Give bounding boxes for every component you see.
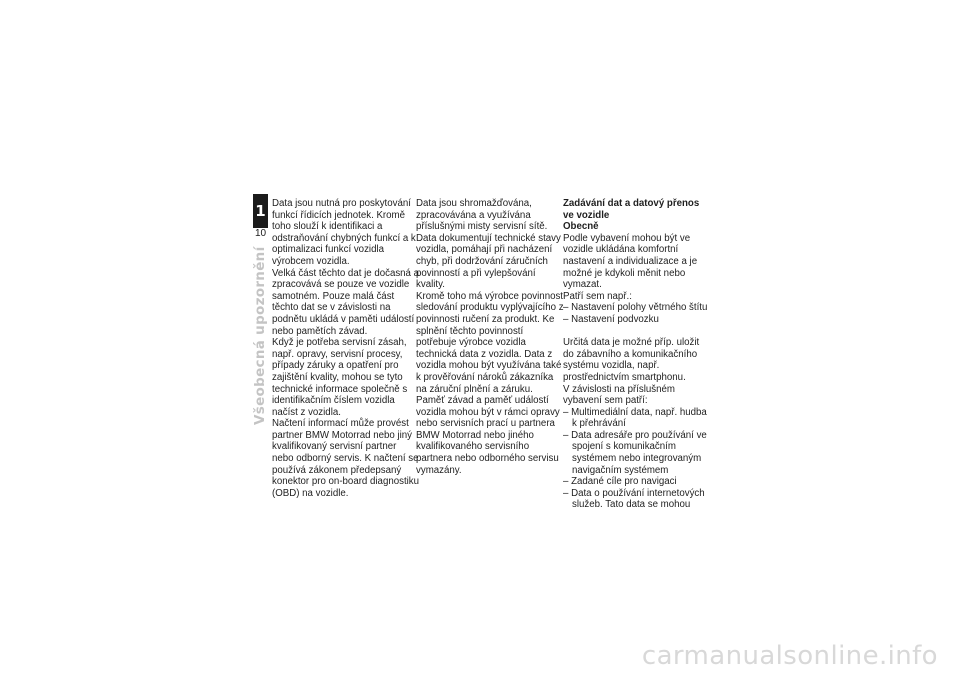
section-subheading: Obecně <box>563 221 599 233</box>
dash-bullet: – <box>563 476 569 488</box>
list-item: – Data adresáře pro používání ve spojení s komunikačním systémem nebo integrovaným navigačním systémem <box>563 429 707 476</box>
dash-bullet: – <box>563 429 569 441</box>
page-number: 10 <box>254 228 267 239</box>
chapter-number-badge <box>253 194 268 228</box>
paragraph: Velká část těchto dat je dočasná a zpracovává se pouze ve vozidle samotném. Pouze malá část těchto dat se v závislosti na podnětu ukládá v paměti událostí nebo pamětích závad. <box>272 267 420 337</box>
list-item: – Nastavení polohy větrného štítu <box>563 302 708 314</box>
paragraph: Podle vybavení mohou být ve vozidle ukládána komfortní nastavení a individualizace a je možné je kdykoli měnit nebo vymazat. <box>563 232 698 291</box>
text-column-2 <box>416 198 564 476</box>
dash-bullet: – <box>563 313 569 325</box>
paragraph: Data jsou shromažďována, zpracovávána a využívána příslušnými misty servisní sítě. Data dokumentují technické stavy vozidla, pomáhají při nacházení chyb, při dodržování záručních povinností a při vylepšování kvality. <box>416 198 561 291</box>
dash-bullet: – <box>563 487 569 499</box>
paragraph: Když je potřeba servisní zásah, např. opravy, servisní procesy, případy záruky a opatření pro zajištění kvality, mohou se tyto technické informace společně s identifikačním číslem vozidla načíst z vozidla. <box>272 337 408 418</box>
paragraph: V závislosti na příslušném vybavení sem patří: <box>563 383 675 407</box>
watermark-text: carmanualsonline.info <box>641 641 938 671</box>
dash-bullet: – <box>563 302 569 314</box>
list-item: – Multimediální data, např. hudba k přehrávání <box>563 406 707 430</box>
list-item: – Zadané cíle pro navigaci <box>563 476 677 488</box>
paragraph: Určitá data je možné příp. uložit do zábavního a komunikačního systému vozidla, např. prostřednictvím smartphonu. <box>563 337 700 383</box>
paragraph: Data jsou nutná pro poskytování funkcí řídicích jednotek. Kromě toho slouží k identifikaci a odstraňování chybných funkcí a k optimalizaci funkcí vozidla výrobcem vozidla. <box>272 198 416 267</box>
paragraph: Kromě toho má výrobce povinnost sledování produktu vyplývajícího z povinnosti ručení za produkt. Ke splnění těchto povinností potřebuje výrobce vozidla technická data z vozidla. Data z vozidla mohou být využívána také k prověřování nároků zákazníka na záruční plnění a záruku. <box>416 290 564 395</box>
section-heading: Zadávání dat a datový přenos ve vozidle <box>563 198 700 221</box>
paragraph-spacer <box>563 326 711 338</box>
list-item: – Nastavení podvozku <box>563 313 659 325</box>
paragraph: Patří sem např.: <box>563 290 632 302</box>
paragraph: Paměť závad a paměť událostí vozidla mohou být v rámci opravy nebo servisních prací u partnera BMW Motorrad nebo jiného kvalifikovaného servisního partnera nebo odborného servisu vymazány. <box>416 395 560 476</box>
text-column-3 <box>563 198 711 511</box>
paragraph: Načtení informací může provést partner BMW Motorrad nebo jiný kvalifikovaný servisní partner nebo odborný servis. K načtení se používá zákonem předepsaný konektor pro on-board diagnostiku (OBD) na vozidle. <box>272 418 420 499</box>
dash-bullet: – <box>563 406 569 418</box>
list-item: – Data o používání internetových služeb. Tato data se mohou <box>563 487 705 511</box>
text-column-1 <box>272 198 420 499</box>
chapter-side-title: Všeobecná upozornění <box>252 246 268 425</box>
chapter-number: 1 <box>255 202 266 220</box>
